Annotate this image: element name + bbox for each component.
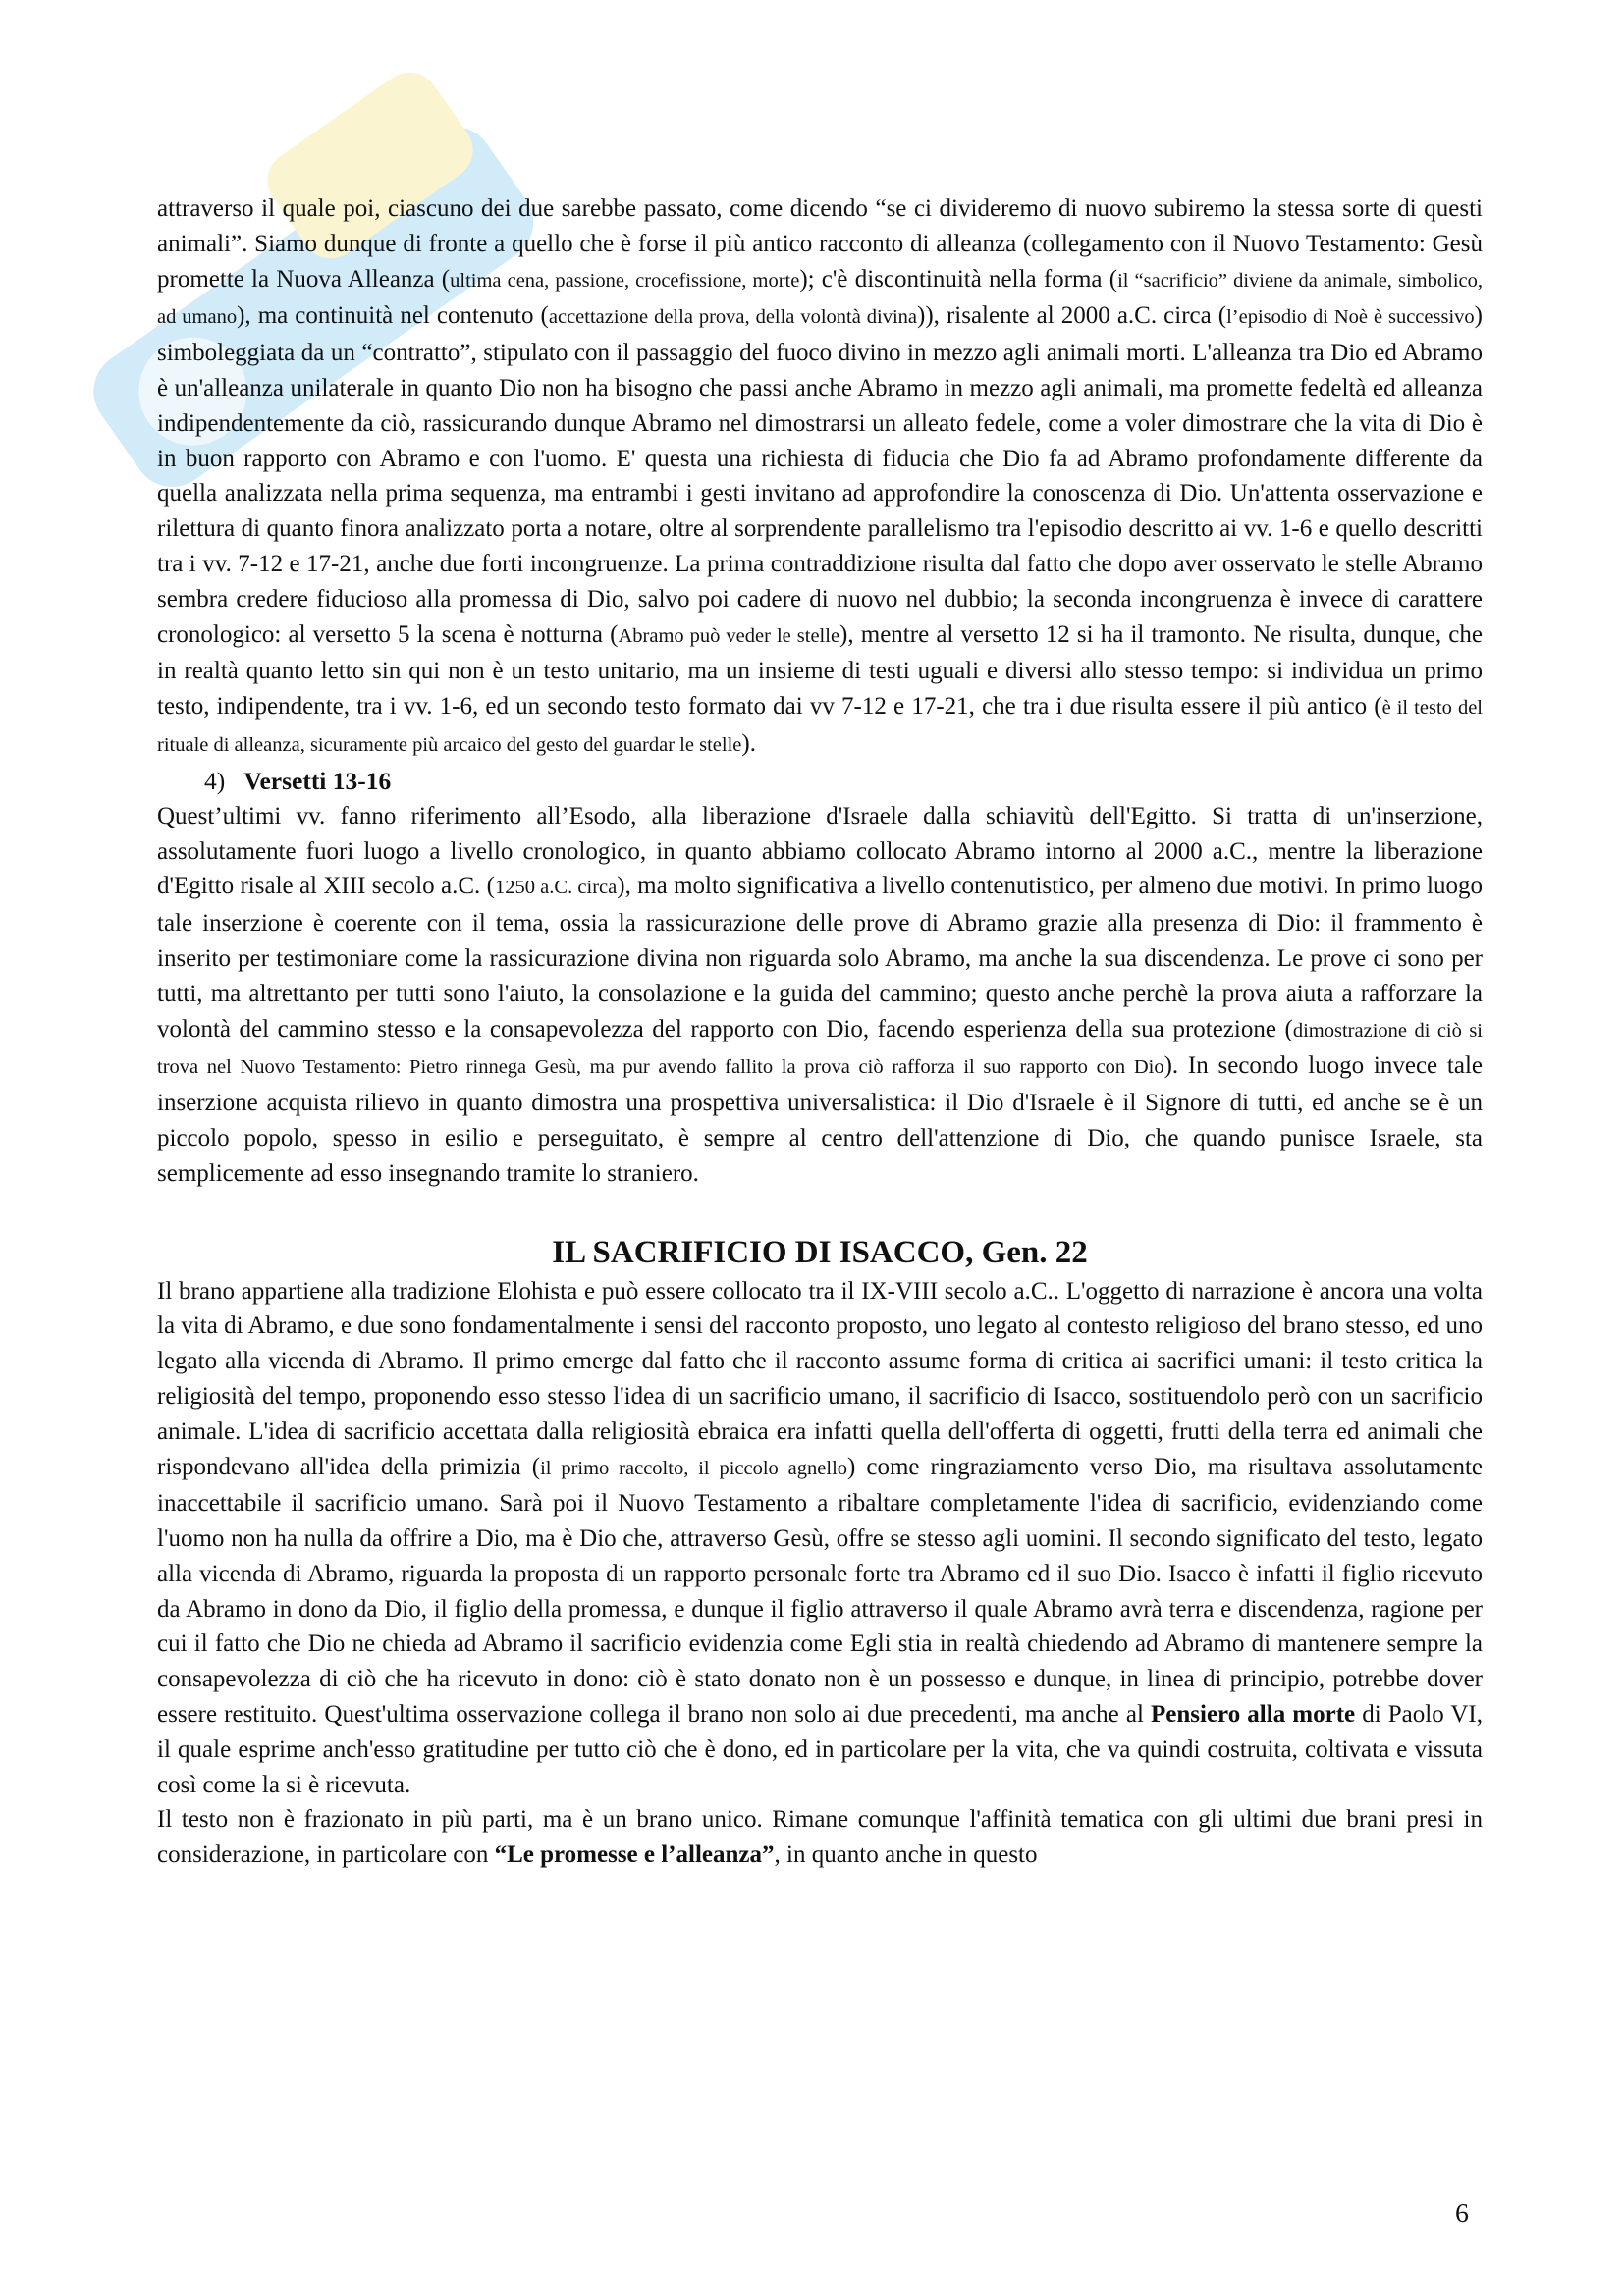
page-number: 6	[1455, 2199, 1469, 2229]
text-run-small: è il testo del rituale di alleanza, sicuramente più arcaico del gesto del guardar le stelle	[157, 697, 1483, 756]
section-number: 4)	[204, 766, 226, 795]
text-run-bold: “Le promesse e l’alleanza”	[494, 1842, 775, 1869]
text-run-small: l’episodio di Noè è successivo	[1226, 306, 1475, 329]
text-run-small: il “sacrificio” diviene da animale, simbolico, ad umano	[157, 269, 1483, 329]
text-run: Il brano appartiene alla tradizione Elohista e può essere collocato tra il IX-VIII secolo a.C.. L'oggetto di narrazione è ancora una volta la vita di Abramo, e due sono fondamentalmente i sensi del racconto proposto, uno legato al contesto religioso del brano stesso, ed uno legato alla vicenda di Abramo. Il primo emerge dal fatto che il racconto assume forma di critica ai sacrifici umani: il testo critica la religiosità del tempo, proponendo esso stesso l'idea di un sacrificio umano, il sacrificio di Isacco, sostituendolo però con un sacrificio animale. L'idea di sacrificio accettata dalla religiosità ebraica era infatti quella dell'offerta di oggetti, frutti della terra ed animali che rispondevano all'idea della primizia (	[157, 1277, 1483, 1480]
paragraph-isacco	[157, 1274, 1483, 1803]
section-title: Versetti 13-16	[243, 766, 392, 795]
chapter-title: IL SACRIFICIO DI ISACCO, Gen. 22	[552, 1234, 1088, 1270]
text-run-small: 1250 a.C. circa	[494, 877, 618, 899]
paragraph-alleanza	[157, 191, 1483, 764]
text-run: Il testo non è frazionato in più parti, ma è un brano unico. Rimane comunque l'affinità tematica con gli ultimi due brani presi in considerazione, in particolare con	[157, 1806, 1483, 1869]
section-heading-versetti	[157, 764, 1483, 799]
document-page	[157, 191, 1483, 1873]
text-run: ), ma continuità nel contenuto (	[237, 302, 549, 330]
text-run: Quest’ultimi vv. fanno riferimento all’Esodo, alla liberazione d'Israele dalla schiavitù dell'Egitto. Si tratta di un'inserzione, assolutamente fuori luogo a livello cronologico, in quanto abbiamo collocato Abramo intorno al 2000 a.C., mentre la liberazione d'Egitto risale al XIII secolo a.C. (	[157, 802, 1483, 900]
text-run: collegamento con il Nuovo Testamento: Gesù promette la Nuova Alleanza (	[157, 230, 1484, 293]
paragraph-brano-unico	[157, 1802, 1483, 1873]
text-run: ), mentre al versetto 12 si ha il tramonto. Ne risulta, dunque, che in realtà quanto letto sin qui non è un testo unitario, ma un insieme di testi uguali e diversi allo stesso tempo: si individua un primo testo, indipendente, tra i vv. 1-6, ed un secondo testo formato dai vv 7-12 e 17-21, che tra i due risulta essere il più antico (	[157, 620, 1483, 721]
text-run: ) come ringraziamento verso Dio, ma risultava assolutamente inaccettabile il sacrificio umano. Sarà poi il Nuovo Testamento a ribaltare completamente l'idea di sacrificio, evidenziando come l'uomo non ha nulla da offrire a Dio, ma è Dio che, attraverso Gesù, offre se stesso agli uomini. Il secondo significato del testo, legato alla vicenda di Abramo, riguarda la proposta di un rapporto personale forte tra Abramo ed il suo Dio. Isacco è infatti il figlio ricevuto da Abramo in dono da Dio, il figlio della promessa, e dunque il figlio attraverso il quale Abramo avrà terra e discendenza, ragione per cui il fatto che Dio ne chieda ad Abramo il sacrificio evidenzia come Egli stia in realtà chiedendo ad Abramo di mantenere sempre la consapevolezza di ciò che ha ricevuto in dono: ciò è stato donato non è un possesso e dunque, in linea di principio, potrebbe dover essere restituito. Quest'ultima osservazione collega il brano non solo ai due precedenti, ma anche al	[157, 1453, 1483, 1729]
text-run: )), risalente al 2000 a.C. circa (	[917, 302, 1227, 330]
text-run-small: dimostrazione di ciò si trova nel Nuovo Testamento: Pietro rinnega Gesù, ma pur avendo fallito la prova ciò rafforza il suo rapporto con Dio	[157, 1019, 1483, 1079]
text-run-bold: Pensiero alla morte	[1151, 1701, 1356, 1729]
text-run: attraverso il quale poi, ciascuno dei due sarebbe passato, come dicendo “se ci divideremo di nuovo subiremo la stessa sorte di questi animali”. Siamo dunque di fronte a quello che è forse il più antico racconto di alleanza (	[157, 195, 1483, 257]
text-run-small: il primo raccolto, il piccolo agnello	[540, 1457, 848, 1479]
paragraph-esodo	[157, 799, 1483, 1192]
text-run: ).	[741, 729, 756, 757]
text-run: ) simboleggiata da un “contratto”, stipulato con il passaggio del fuoco divino in mezzo agli animali morti. L'alleanza tra Dio ed Abramo è un'alleanza unilaterale in quanto Dio non ha bisogno che passi anche Abramo in mezzo agli animali, ma promette fedeltà ed alleanza indipendentemente da ciò, rassicurando dunque Abramo nel dimostrarsi un alleato fedele, come a voler dimostrare che la vita di Dio è in buon rapporto con Abramo e con l'uomo. E' questa una richiesta di fiducia che Dio fa ad Abramo profondamente differente da quella analizzata nella prima sequenza, ma entrambi i gesti invitano ad approfondire la conoscenza di Dio. Un'attenta osservazione e rilettura di quanto finora analizzato porta a notare, oltre al sorprendente parallelismo tra l'episodio descritto ai vv. 1-6 e quello descritti tra i vv. 7-12 e 17-21, anche due forti incongruenze. La prima contraddizione risulta dal fatto che dopo aver osservato le stelle Abramo sembra credere fiducioso alla promessa di Dio, salvo poi cadere di nuovo nel dubbio; la seconda incongruenza è invece di carattere cronologico: al versetto 5 la scena è notturna (	[157, 302, 1483, 648]
text-run-small: ultima cena, passione, crocefissione, morte	[450, 269, 800, 292]
text-run: , in quanto anche in questo	[774, 1842, 1038, 1869]
text-run: ); c'è discontinuità nella forma (	[799, 265, 1118, 293]
text-run: ), ma molto significativa a livello contenutistico, per almeno due motivi. In primo luogo tale inserzione è coerente con il tema, ossia la rassicurazione delle prove di Abramo grazie alla presenza di Dio: il frammento è inserito per testimoniare come la rassicurazione divina non riguarda solo Abramo, ma anche la sua discendenza. Le prove ci sono per tutti, ma altrettanto per tutti sono l'aiuto, la consolazione e la guida del cammino; questo anche perchè la prova aiuta a rafforzare la volontà del cammino stesso e la consapevolezza del rapporto con Dio, facendo esperienza della sua protezione (	[157, 873, 1484, 1042]
text-run-small: accettazione della prova, della volontà divina	[548, 306, 917, 329]
text-run: di Paolo VI, il quale esprime anch'esso gratitudine per tutto ciò che è dono, ed in particolare per la vita, che va quindi costruita, coltivata e vissuta così come la si è ricevuta.	[157, 1701, 1484, 1798]
text-run: ). In secondo luogo invece tale inserzione acquista rilievo in quanto dimostra una prospettiva universalistica: il Dio d'Israele è il Signore di tutti, ed anche se è un piccolo popolo, spesso in esilio e perseguitato, è sempre al centro dell'attenzione di Dio, che quando punisce Israele, sta semplicemente ad esso insegnando tramite lo straniero.	[157, 1052, 1483, 1187]
text-run-small: Abramo può veder le stelle	[618, 624, 840, 647]
